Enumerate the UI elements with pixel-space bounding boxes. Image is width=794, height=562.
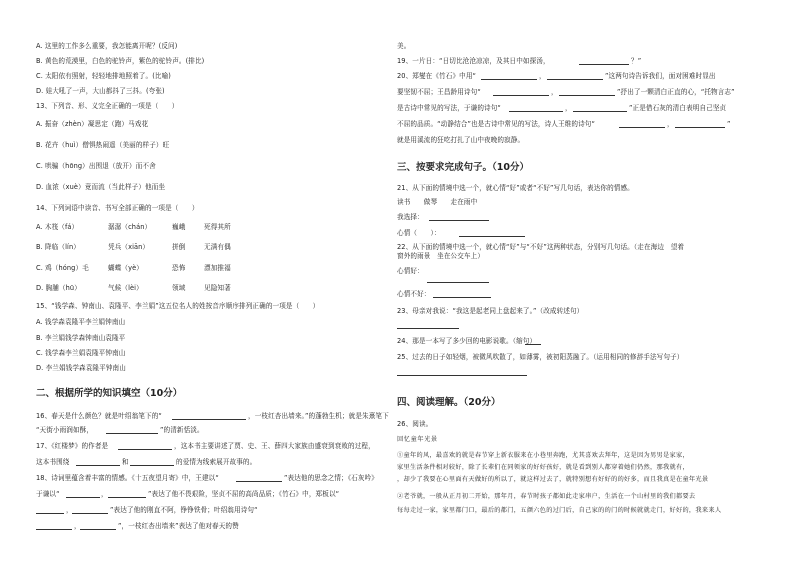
q17-part5: 的爱情为线索展开故事的。: [176, 458, 257, 466]
q20-part5: ，: [551, 88, 558, 96]
q14-a-2: 潺潺（chán）: [108, 223, 152, 231]
q18-part8: ，: [74, 522, 81, 530]
q14-d-4: 见隐知著: [204, 284, 231, 292]
q16-part2: ，一枝红杏出墙来。”的蓬勃生机；就是朱熹笔下: [248, 412, 389, 420]
q22-good-blank[interactable]: [427, 282, 489, 283]
q14-b-3: 拼倒: [172, 243, 186, 251]
passage-title: 回忆童年光景: [397, 436, 438, 443]
q17-blank-1[interactable]: [118, 449, 172, 450]
q19-blank[interactable]: [579, 64, 629, 65]
q15-option-a: A. 钱学森袁隆平李兰娟钟南山: [36, 318, 126, 326]
q18-part9: ”，一枝红杏出墙来”表达了他对春天的赞: [118, 522, 239, 530]
q21-choice-blank[interactable]: [429, 220, 489, 221]
q22-stem: 22、从下面的情境中选一个，就心情“好”与“不好”这两种状态，分别写几句话。（走在海边 望着: [397, 243, 685, 251]
q15-option-c: C. 钱学森李兰娟袁隆平钟南山: [36, 349, 126, 357]
q20-part4: 要坚韧不屈；王昌龄用诗句“: [397, 88, 481, 96]
q14-d-3: 领域: [172, 284, 186, 292]
q17-part3: 这本书围绕: [36, 458, 70, 466]
q18-part3: 于谦以“: [36, 490, 60, 498]
q14-a-4: 死得其所: [204, 223, 231, 231]
q14-d-2: 气候（lèi）: [108, 284, 143, 292]
q20-part1: 20、郑燮在《竹石》中用“: [397, 72, 477, 80]
q18-part7: ”表达了他的刚直不阿，铮铮铁骨；叶绍翁用诗句“: [110, 506, 258, 514]
q14-b-2: 凭兵（xiān）: [108, 243, 150, 251]
passage-line-4: ②老爷就，一般从正月初二开始，那年月，春节时孩子都如此走家串户，生活在一个山村里的我们都要去: [397, 493, 696, 500]
q20-part12: ”: [727, 120, 731, 128]
q16-blank-1[interactable]: [172, 419, 246, 420]
q13-option-d: D. 血浓（xuè）竟而流（当此样子）他而坐: [36, 183, 166, 191]
q20-part8: ，: [565, 104, 572, 112]
q18-blank-1[interactable]: [236, 481, 282, 482]
q19-part1: 19、一片日：“日切比沧沧凉凉，及其日中如探汤，: [397, 57, 550, 65]
q21-mood-label: 心情（ ）：: [397, 229, 441, 237]
q14-c-1: C. 鸡（hóng）毛: [36, 264, 89, 272]
q16-part3: “天街小雨润如酥，: [36, 426, 94, 434]
q18-part5: ”表达了他不畏艰险，坚贞不屈的高尚品质；《竹石》中，郑板以“: [148, 490, 340, 498]
left-column: [0, 0, 390, 562]
q22-stem-cont: 窗外的雨景 坐在公交车上）: [397, 252, 485, 260]
q25-answer-blank[interactable]: [397, 375, 527, 376]
q21-mood-blank[interactable]: [459, 236, 525, 237]
q21-choice-label: 我选择：: [397, 213, 424, 221]
q21-options: 读书 做琴 走在雨中: [397, 198, 478, 206]
q22-bad-blank[interactable]: [433, 297, 491, 298]
q20-part2: ，: [539, 72, 546, 80]
q18-blank-3[interactable]: [108, 497, 146, 498]
q16-part4: ”的清新恬淡。: [160, 426, 204, 434]
section-2-heading: 二、根据所学的知识填空（10分）: [36, 388, 183, 399]
q17-blank-2[interactable]: [76, 465, 120, 466]
q22-bad-label: 心情不好：: [397, 290, 431, 298]
q12-option-b: B. 黄色的荒漠里，白色的驼铃声，紫色的驼铃声。(排比): [36, 57, 205, 65]
section-3-heading: 三、按要求完成句子。（10分）: [397, 162, 529, 173]
q18-blank-7[interactable]: [80, 529, 116, 530]
q17-part2: ，这本书主要讲述了贾、史、王、薛四大家族由盛衰到衰败的过程，: [174, 442, 375, 450]
q20-part6: ”抒出了一颗清白正直的心，“托物言志”: [617, 88, 735, 96]
q14-c-4: 漂加推福: [204, 264, 231, 272]
q19-part2: ？”: [631, 57, 642, 65]
q20-part7: 是古诗中常见的写法，于谦的诗句“: [397, 104, 501, 112]
q14-b-4: 无满有偶: [204, 243, 231, 251]
passage-line-5: 每每走过一家，家里都门口，最后的都门，五颜六色的过门后，自己家的的门的时候就就走门，好好的，我来来人: [397, 507, 722, 514]
q20-blank-6[interactable]: [573, 111, 627, 112]
q22-good-label: 心情好：: [397, 267, 424, 275]
passage-line-2: 家里生活条件相对较好，除了长辈们在同领家的好好孩好，就是看到别人都穿着她们仍然，那我就有，: [397, 464, 689, 471]
q12-option-c: C. 太阳依有照射，轻轻地排地照着了。(比喻): [36, 72, 171, 80]
q13-option-c: C. 哄骗（hōng）出围退（放开）而不舍: [36, 162, 156, 170]
q18-part6: ，: [66, 506, 73, 514]
q24-answer-blank[interactable]: [525, 344, 541, 345]
q20-blank-8[interactable]: [675, 127, 725, 128]
q20-blank-5[interactable]: [509, 111, 563, 112]
q16-part1: 16、春天是什么颜色？就是叶绍翁笔下的“: [36, 412, 162, 420]
q14-d-1: D. 胸脯（hū）: [36, 284, 81, 292]
q23-answer-blank[interactable]: [397, 328, 459, 329]
q20-blank-4[interactable]: [559, 95, 615, 96]
q15-option-b: B. 李兰娟钱学森钟南山袁隆平: [36, 334, 126, 342]
q15-option-d: D. 李兰娟钱学森袁隆平钟南山: [36, 364, 126, 372]
q20-part3: ”这两句诗告诉我们，面对困难时显出: [605, 72, 716, 80]
q18-part2: ”表达他的思念之情；《石灰吟》: [284, 474, 378, 482]
q20-part11: ，: [667, 120, 674, 128]
q26-stem: 26、阅读。: [397, 420, 433, 428]
right-column: [397, 0, 787, 562]
q18-part1: 18、诗词里蕴含着丰富的情感。《十五夜望月寄》中，王建以“: [36, 474, 219, 482]
q18-blank-2[interactable]: [66, 497, 100, 498]
q20-part9: ”正是借石灰的清白表明自己坚贞: [629, 104, 727, 112]
q20-blank-2[interactable]: [547, 79, 603, 80]
q12-option-a: A. 这里的工作多么重要，我怎能离开呢？(反问): [36, 42, 178, 50]
q14-c-3: 恐怖: [172, 264, 186, 272]
q18-part4: ，: [101, 490, 108, 498]
q18-blank-4[interactable]: [36, 513, 64, 514]
q24-stem: 24、那是一本写了多少回的电影说歌。（缩句）: [397, 337, 537, 345]
section-4-heading: 四、阅读理解。（20分）: [397, 397, 501, 408]
q18-blank-5[interactable]: [72, 513, 108, 514]
q12-option-d: D. 娃大吼了一声，大山都抖了三抖。(夸张): [36, 87, 165, 95]
q20-part10: 不屈的品质。“动静结合”也是古诗中常见的写法，诗人王维的诗句“: [397, 120, 595, 128]
q20-blank-3[interactable]: [493, 95, 549, 96]
q14-c-2: 蝴蝶（yè）: [108, 264, 143, 272]
q14-b-1: B. 降临（lín）: [36, 243, 80, 251]
q20-blank-7[interactable]: [619, 127, 665, 128]
q18-continuation: 美。: [397, 42, 411, 50]
q23-stem: 23、母亲对我说：“我这是起老同上盘起来了。”（改成转述句）: [397, 307, 584, 315]
q14-a-1: A. 木筏（fá）: [36, 223, 79, 231]
passage-line-1: ①童年的风，最喜欢的就是春节穿上新衣服来在小巷里奔跑，尤其喜欢去拜年，这是因为男男是家家，: [397, 452, 689, 459]
q25-stem: 25、过去的日子如轻烟，被微风吹散了，如薄雾，被初阳蒸融了。（运用相同的修辞手法写句子）: [397, 353, 684, 361]
q18-blank-6[interactable]: [36, 529, 72, 530]
passage-line-3: ，却少了我要在心里面有天做好的所以了，就这样过去了，就特别想有好好的的好多，而且我真是在童年光景: [397, 476, 709, 483]
q14-a-3: 巍峨: [172, 223, 186, 231]
q17-part4: 和: [122, 458, 129, 466]
q17-part1: 17、《红楼梦》的作者是: [36, 442, 109, 450]
q14-stem: 14、下列词语中读音、书写全部正确的一项是（ ）: [36, 204, 199, 212]
q13-option-b: B. 花卉（huì）僧惧热闹遥（美丽的样子）旺: [36, 141, 170, 149]
q20-part13: 就是用溪流的狂吃打扎了山中夜晚的寂静。: [397, 136, 525, 144]
q20-blank-1[interactable]: [481, 79, 537, 80]
q21-stem: 21、从下面的情境中选一个，就心情“好”或者“不好”写几句话，表达你的情感。: [397, 184, 634, 192]
q15-stem: 15、“钱学森、钟南山、袁隆平、李兰娟”这五位名人的姓按音序顺序排列正确的一项是（ ）: [36, 302, 320, 310]
q17-blank-3[interactable]: [130, 465, 174, 466]
q13-stem: 13、下列音、形、义完全正确的一项是（ ）: [36, 102, 179, 110]
q16-blank-2[interactable]: [106, 433, 158, 434]
q13-option-a: A. 振奋（zhèn）凝思定（跑）马戏花: [36, 120, 149, 128]
